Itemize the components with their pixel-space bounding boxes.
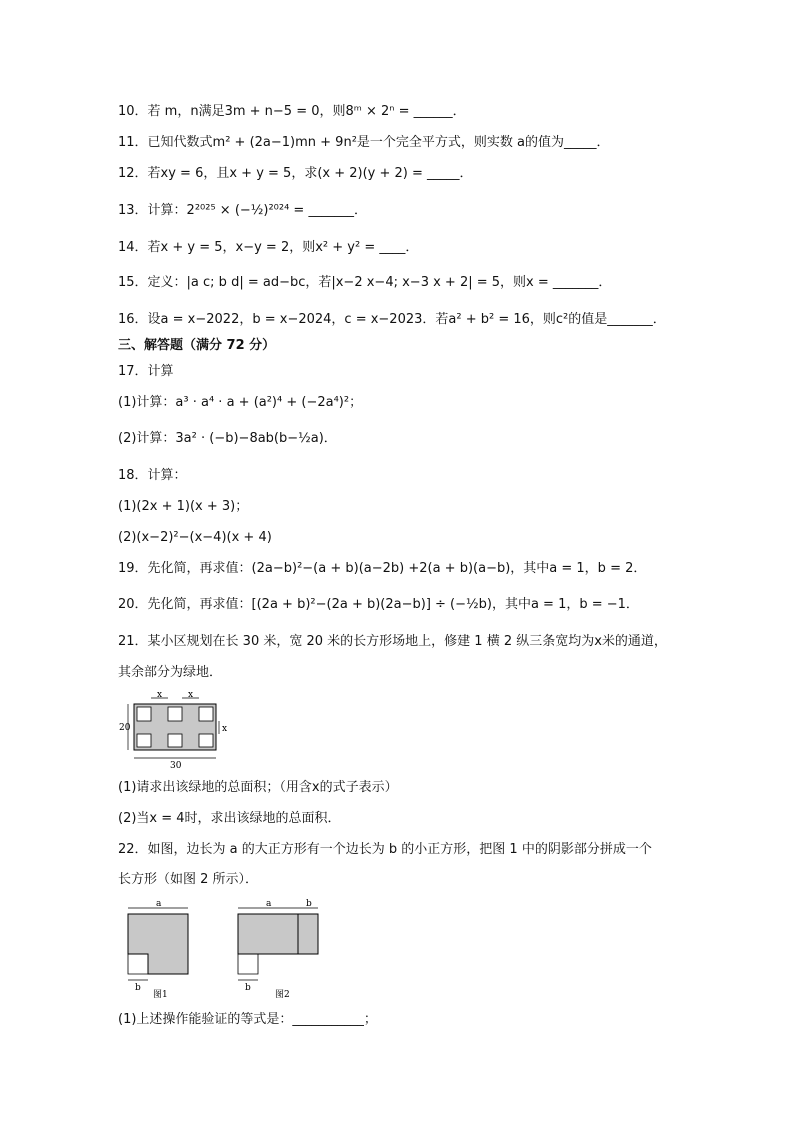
line-q11: 11．已知代数式m² + (2a−1)mn + 9n²是一个完全平方式，则实数 a的值为_____． xyxy=(118,135,610,150)
figure-21-field xyxy=(118,690,238,770)
figure-21-x-label-3: x xyxy=(222,724,228,734)
line-q22-1: (1)上述操作能验证的等式是：___________； xyxy=(118,1012,377,1027)
line-q20: 20．先化简，再求值：[(2a + b)²−(2a + b)(2a−b)] ÷ (−½b)，其中a = 1，b = −1． xyxy=(118,597,639,612)
line-q16: 16．设a = x−2022，b = x−2024，c = x−2023．若a² + b² = 16，则c²的值是_______． xyxy=(118,312,666,327)
figure-22-b-label-2: b xyxy=(306,899,312,909)
figure-22-caption-2: 图2 xyxy=(275,990,290,1000)
line-q10: 10．若 m，n满足3m + n−5 = 0，则8ᵐ × 2ⁿ = ______． xyxy=(118,104,466,119)
figure-22-b-label-1: b xyxy=(135,983,141,993)
line-q15: 15．定义：|a c; b d| = ad−bc，若|x−2 x−4; x−3 x + 2| = 5，则x = _______． xyxy=(118,275,612,290)
line-q22-cont: 长方形（如图 2 所示）． xyxy=(118,872,259,887)
figure-22-squares xyxy=(118,896,338,1004)
line-q19: 19．先化简，再求值：(2a−b)²−(a + b)(a−2b) +2(a + b)(a−b)，其中a = 1，b = 2． xyxy=(118,561,647,576)
line-q17-1: (1)计算：a³ · a⁴ · a + (a²)⁴ + (−2a⁴)²； xyxy=(118,395,363,410)
line-q18-1: (1)(2x + 1)(x + 3)； xyxy=(118,499,249,514)
figure-21-x-label-2: x xyxy=(188,690,194,700)
figure-22-b-label-3: b xyxy=(245,983,251,993)
line-q12: 12．若xy = 6，且x + y = 5，求(x + 2)(y + 2) = _____． xyxy=(118,166,473,181)
line-q13: 13．计算：2²⁰²⁵ × (−½)²⁰²⁴ = _______． xyxy=(118,203,367,218)
line-q21-1: (1)请求出该绿地的总面积；（用含x的式子表示） xyxy=(118,780,398,795)
figure-21-x-label-1: x xyxy=(157,690,163,700)
line-q18: 18．计算： xyxy=(118,468,187,483)
line-q17: 17．计算 xyxy=(118,364,174,379)
section-heading: 三、解答题（满分 72 分） xyxy=(118,338,276,353)
line-q21-cont: 其余部分为绿地． xyxy=(118,665,223,680)
line-q22: 22．如图，边长为 a 的大正方形有一个边长为 b 的小正方形，把图 1 中的阴影部分拼成一个 xyxy=(118,842,652,857)
figure-22-caption-1: 图1 xyxy=(153,990,168,1000)
line-q14: 14．若x + y = 5，x−y = 2，则x² + y² = ____． xyxy=(118,240,419,255)
line-q18-2: (2)(x−2)²−(x−4)(x + 4) xyxy=(118,530,272,545)
line-q17-2: (2)计算：3a² · (−b)−8ab(b−½a)． xyxy=(118,431,337,446)
line-q21-2: (2)当x = 4时，求出该绿地的总面积． xyxy=(118,811,341,826)
line-q21: 21．某小区规划在长 30 米，宽 20 米的长方形场地上，修建 1 横 2 纵三条宽均为x米的通道， xyxy=(118,634,667,649)
figure-21-width-label: 30 xyxy=(170,761,182,770)
figure-22-a-label-2: a xyxy=(266,899,272,909)
figure-21-height-label: 20 xyxy=(119,723,131,733)
figure-22-a-label-1: a xyxy=(156,899,162,909)
